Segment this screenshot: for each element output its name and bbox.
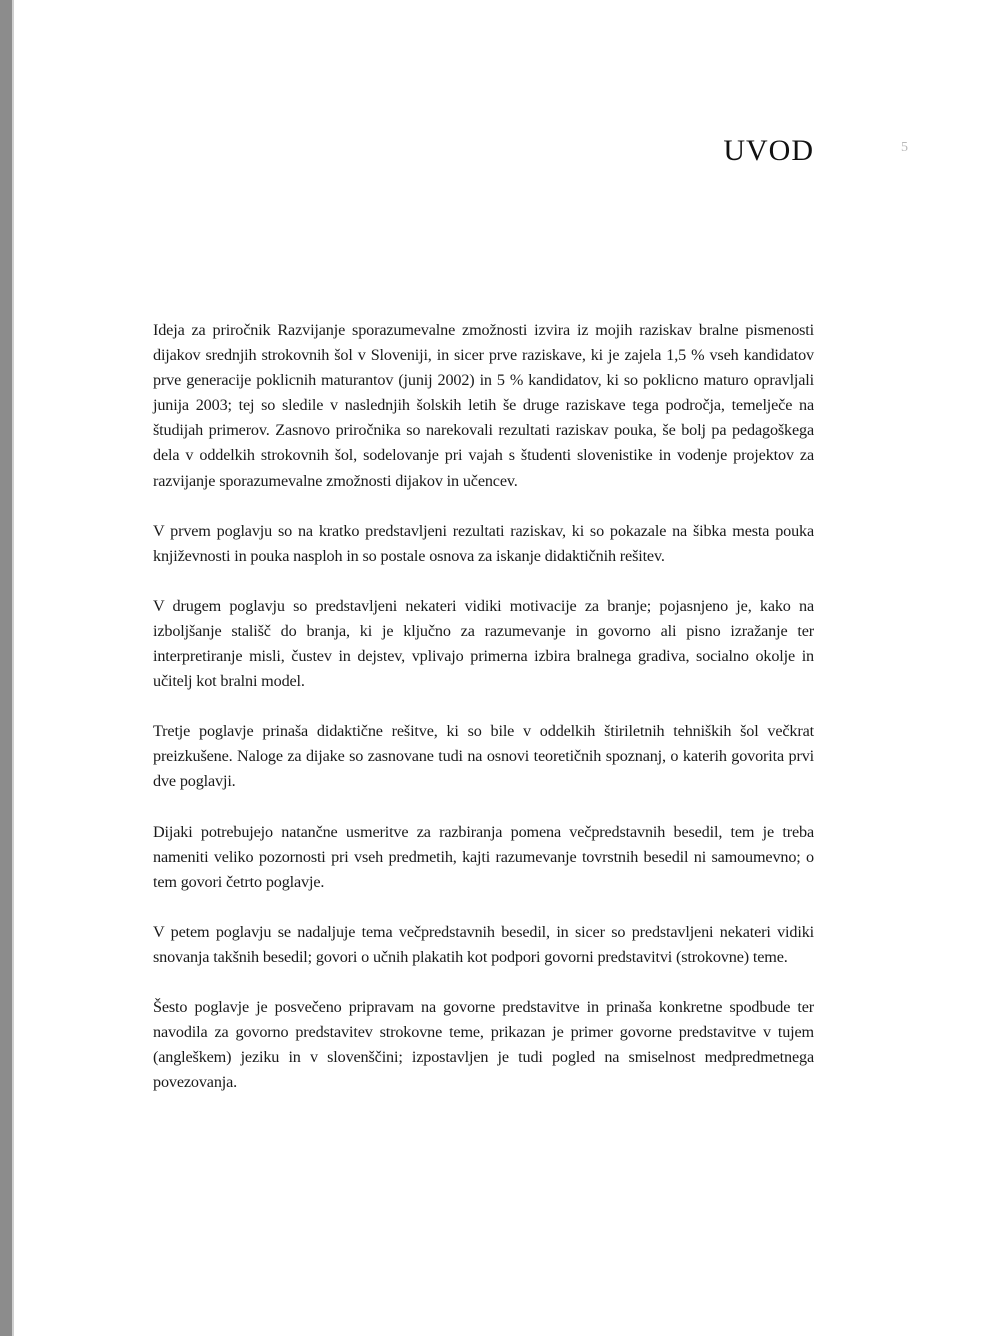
paragraph: Ideja za priročnik Razvijanje sporazumevalne zmožnosti izvira iz mojih raziskav bralne pismenosti dijakov srednjih strokovnih šol v Sloveniji, in sicer prve raziskave, ki je zajela 1,5 % vseh kandidatov prve generacije poklicnih maturantov (junij 2002) in 5 % kandidatov, ki so poklicno maturo opravljali junija 2003; tej so sledile v naslednjih šolskih letih še druge raziskave tega področja, temelječe na študijah primerov. Zasnovo priročnika so narekovali rezultati raziskav pouka, še bolj pa pedagoškega dela v oddelkih strokovnih šol, sodelovanje pri vajah s študenti slovenistike in vodenje projektov za razvijanje sporazumevalne zmožnosti dijakov in učencev. [153, 321, 814, 490]
paragraph: Šesto poglavje je posvečeno pripravam na govorne predstavitve in prinaša konkretne spodbude ter navodila za govorno predstavitev strokovne teme, prikazan je primer govorne predstavitve v tujem (angleškem) jeziku in v slovenščini; izpostavljen je tudi pogled na smiselnost medpredmetnega povezovanja. [153, 997, 814, 1092]
paragraph: V petem poglavju se nadaljuje tema večpredstavnih besedil, in sicer so predstavljeni nekateri vidiki snovanja takšnih besedil; govori o učnih plakatih kot podpori govorni predstavitvi (strokovne) teme. [153, 922, 814, 966]
page-edge-shadow [0, 0, 12, 1336]
page-number: 5 [901, 140, 908, 155]
page-title: UVOD [723, 134, 814, 167]
body-text [153, 318, 814, 1120]
paragraph: Tretje poglavje prinaša didaktične rešitve, ki so bile v oddelkih štiriletnih tehniških šol večkrat preizkušene. Naloge za dijake so zasnovane tudi na osnovi teoretičnih spoznanj, o katerih govorita prvi dve poglavji. [153, 722, 814, 791]
paragraph: Dijaki potrebujejo natančne usmeritve za razbiranja pomena večpredstavnih besedil, tem je treba nameniti veliko pozornosti pri vseh predmetih, kajti razumevanje tovrstnih besedil ni samoumevno; o tem govori četrto poglavje. [153, 822, 814, 891]
page-edge-highlight [12, 0, 14, 1336]
paragraph: V drugem poglavju so predstavljeni nekateri vidiki motivacije za branje; pojasnjeno je, kako na izboljšanje stališč do branja, ki je ključno za razumevanje in govorno ali pisno izražanje ter interpretiranje misli, čustev in dejstev, vplivajo primerna izbira bralnega gradiva, socialno okolje in učitelj kot bralni model. [153, 596, 814, 691]
paragraph: V prvem poglavju so na kratko predstavljeni rezultati raziskav, ki so pokazale na šibka mesta pouka književnosti in pouka nasploh in so postale osnova za iskanje didaktičnih rešitev. [153, 521, 814, 565]
